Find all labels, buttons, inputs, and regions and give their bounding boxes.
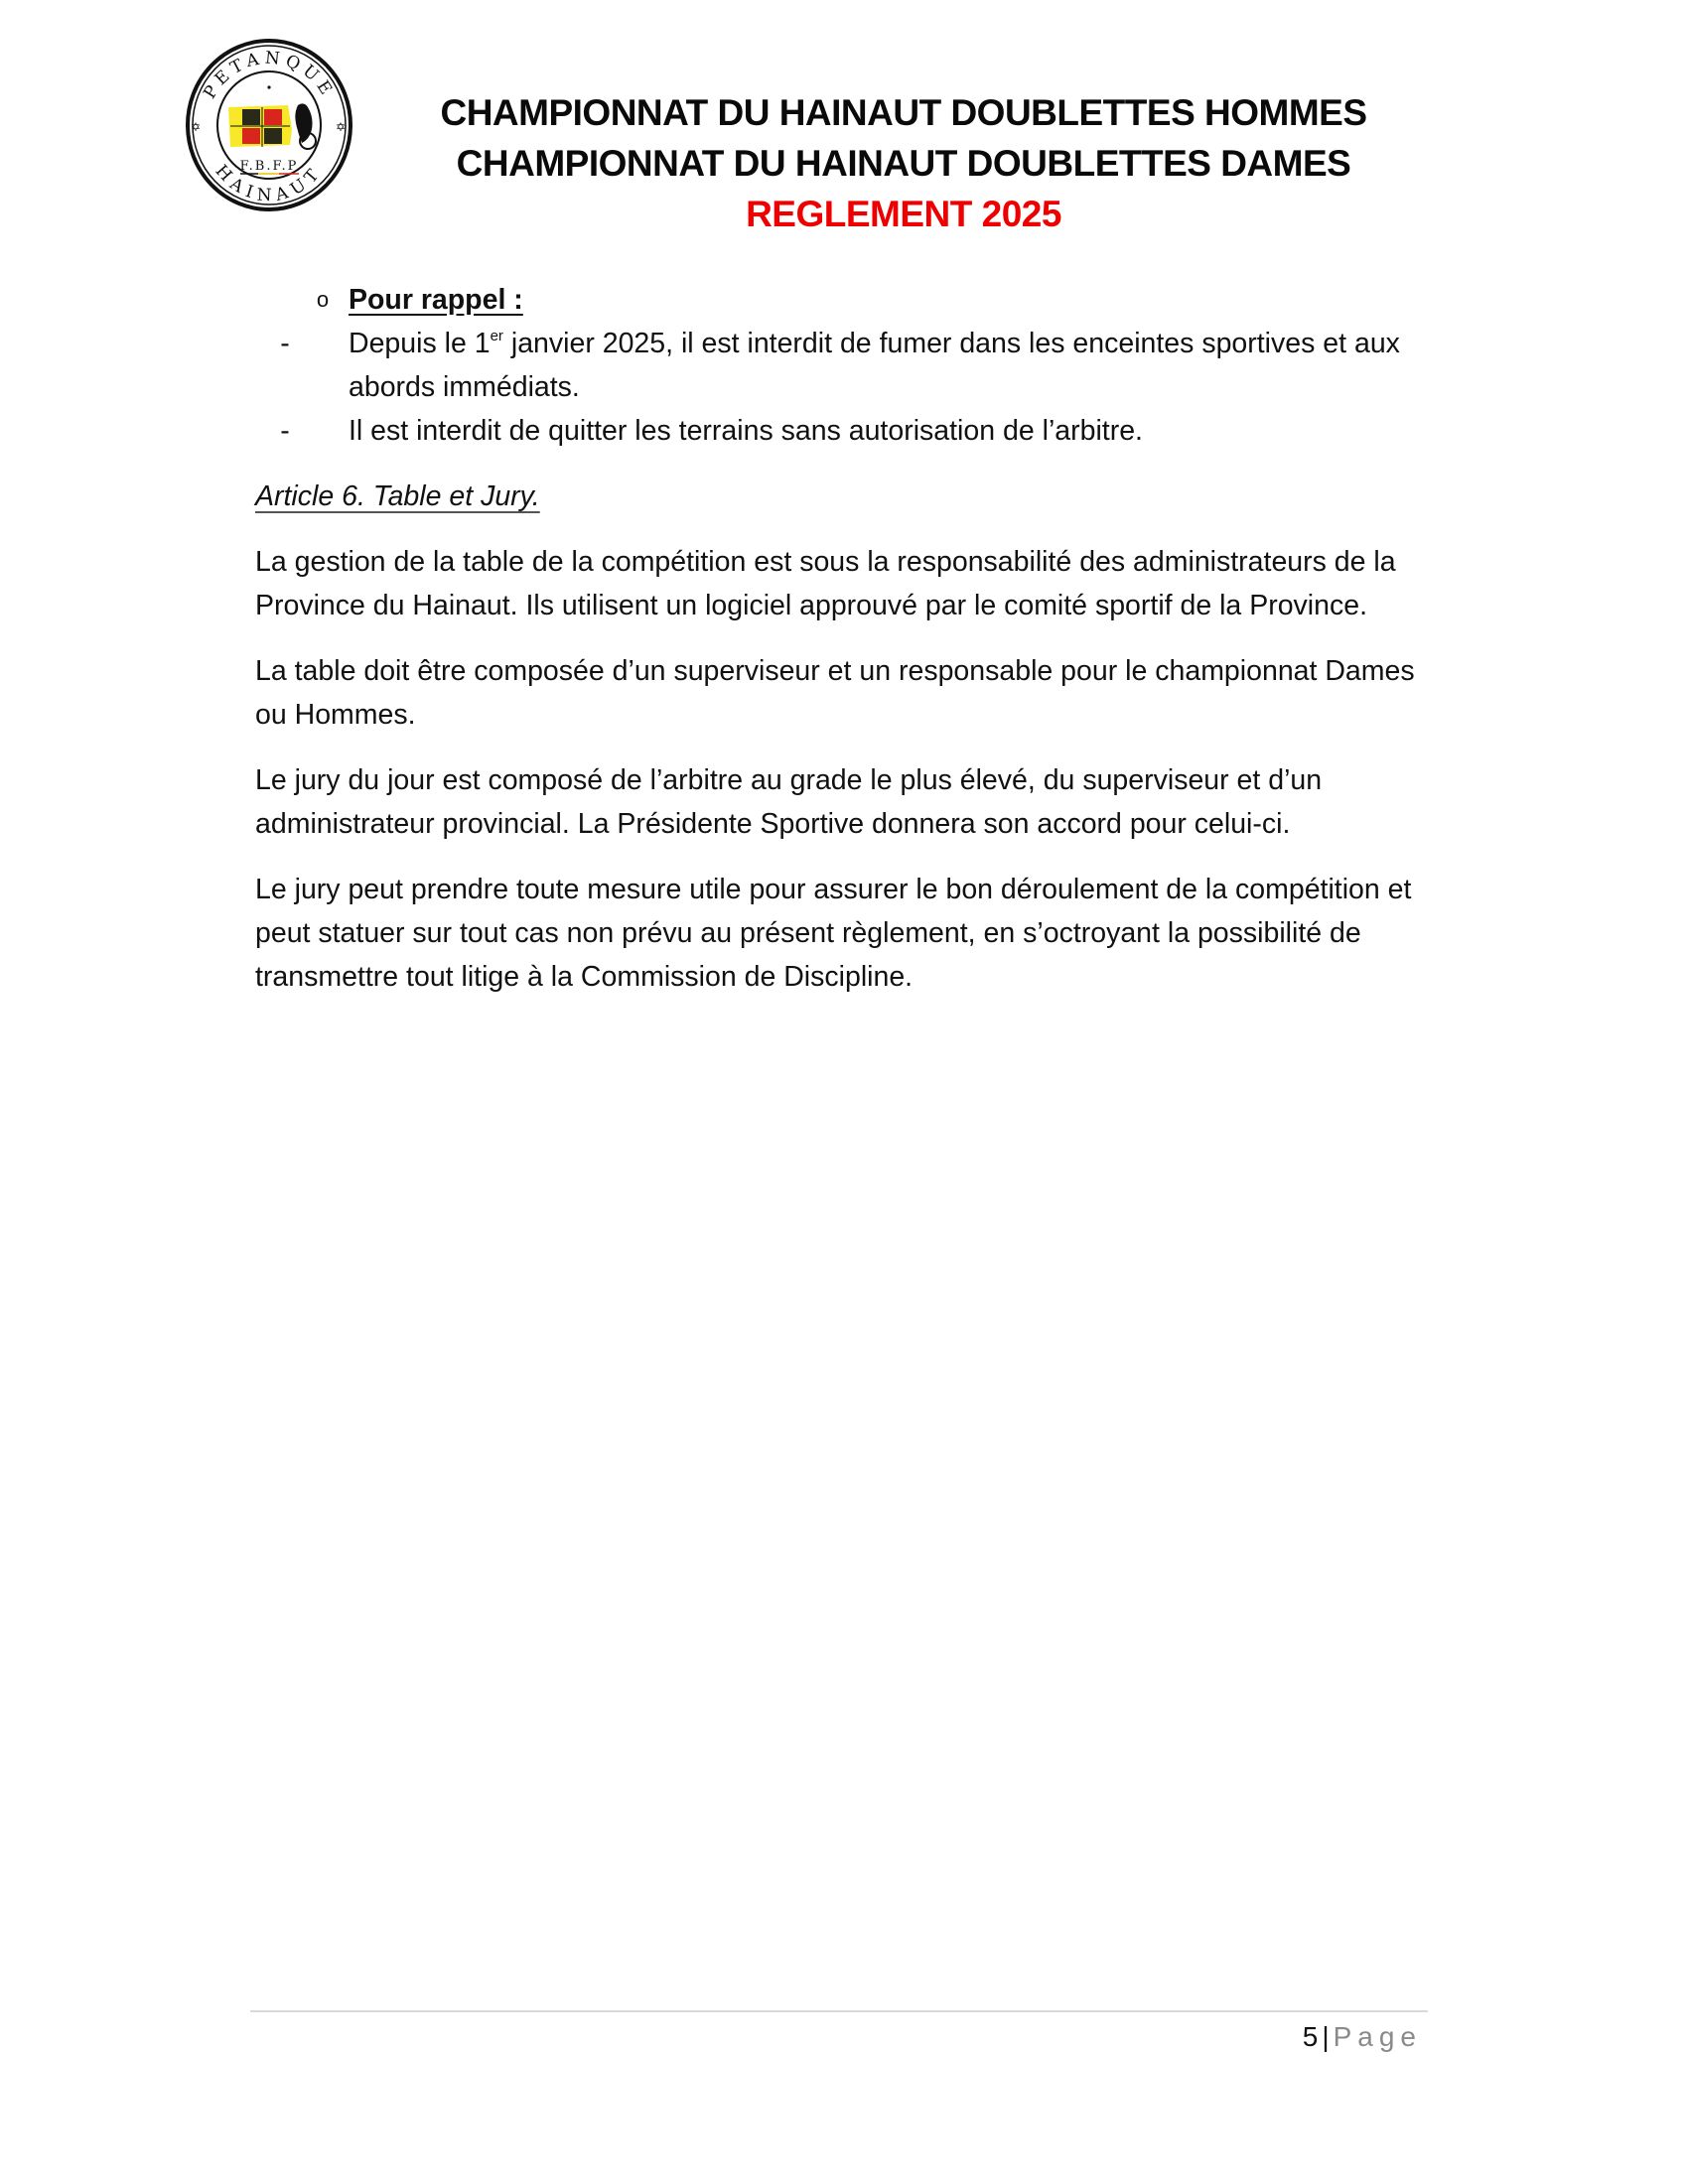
footer-separator: |: [1322, 2021, 1330, 2052]
svg-text:✡: ✡: [191, 120, 202, 134]
circle-bullet-icon: o: [316, 287, 330, 312]
reminder-title: Pour rappel :: [349, 284, 523, 316]
reminder-item-terrains: [255, 409, 1427, 453]
logo-emblem-icon: [185, 38, 353, 212]
logo-bottom-text: HAINAUT: [211, 161, 328, 206]
title-line-dames: CHAMPIONNAT DU HAINAUT DOUBLETTES DAMES: [456, 143, 1351, 184]
document-body: [255, 278, 1427, 999]
page-label: Page: [1333, 2021, 1422, 2052]
svg-text:✡: ✡: [336, 120, 347, 134]
paragraph-table-composition: La table doit être composée d’un superviseur et un responsable pour le championnat Dames ou Hommes.: [255, 655, 1415, 731]
footer-divider: [250, 2010, 1428, 2012]
document-header: [377, 87, 1430, 239]
reminder-item-smoking: [255, 322, 1427, 409]
title-reglement: REGLEMENT 2025: [746, 194, 1061, 234]
title-line-hommes: CHAMPIONNAT DU HAINAUT DOUBLETTES HOMMES: [440, 92, 1367, 133]
petanque-hainaut-logo: [185, 38, 353, 212]
reminder-item-text: Il est interdit de quitter les terrains sans autorisation de l’arbitre.: [349, 415, 1143, 447]
paragraph-table-management: La gestion de la table de la compétition est sous la responsabilité des administrateurs de la Province du Hainaut. Ils utilisent un logiciel approuvé par le comité sportif de la Province.: [255, 546, 1396, 621]
reminder-item-text: Depuis le 1er janvier 2025, il est interdit de fumer dans les enceintes sportives et aux abords immédiats.: [349, 328, 1400, 403]
paragraph-jury-composition: Le jury du jour est composé de l’arbitre au grade le plus élevé, du superviseur et d’un administrateur provincial. La Présidente Sportive donnera son accord pour celui-ci.: [255, 764, 1323, 840]
dash-bullet-icon: -: [280, 328, 290, 359]
paragraph-jury-powers: Le jury peut prendre toute mesure utile pour assurer le bon déroulement de la compétition et peut statuer sur tout cas non prévu au présent règlement, en s’octroyant la possibilité de transmettre tout litige à la Commission de Discipline.: [255, 874, 1412, 993]
page-footer: [1303, 2017, 1422, 2057]
logo-center-text: F.B.F.P: [239, 159, 299, 174]
dash-bullet-icon: -: [280, 415, 290, 447]
article-6-heading: Article 6. Table et Jury.: [255, 480, 540, 512]
logo-top-text: PETANQUE: [200, 48, 339, 103]
page-number: 5: [1302, 2021, 1319, 2052]
reminder-heading: [255, 278, 1427, 322]
